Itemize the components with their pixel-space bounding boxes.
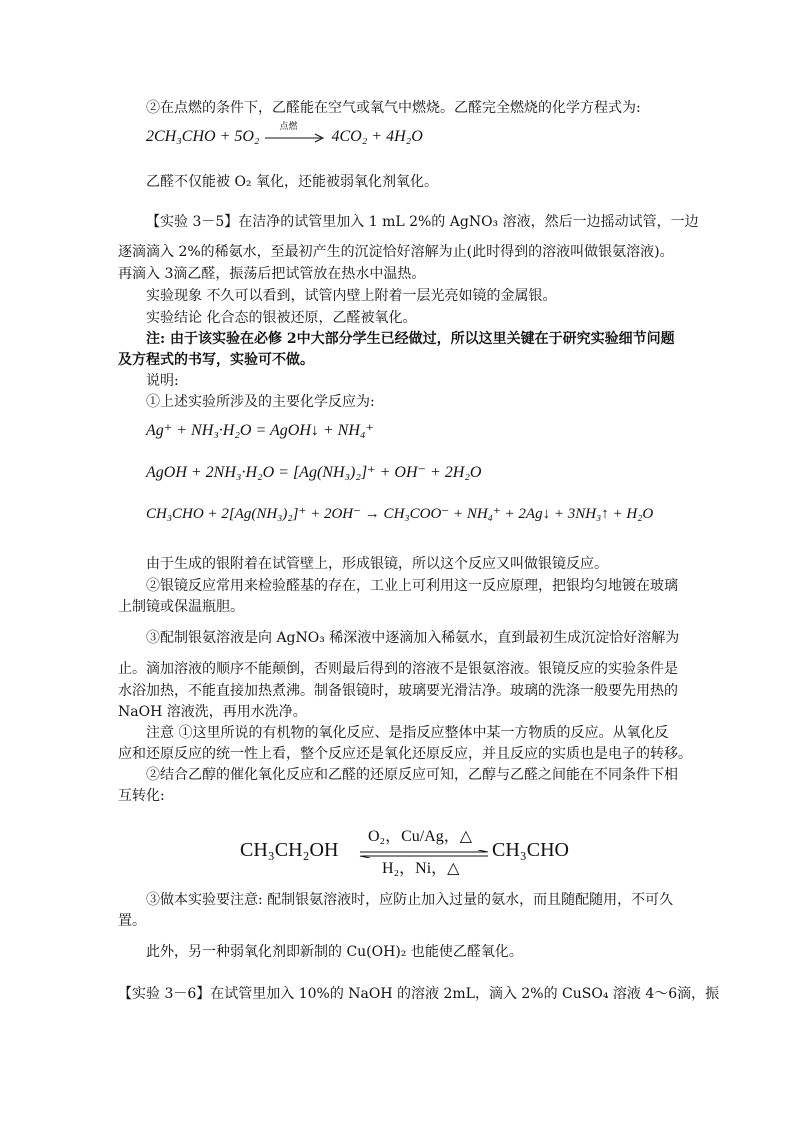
note-bold: 注: 由于该实验在必修 2中大部分学生已经做过，所以这里关键在于研究实验细节问题 [146, 331, 675, 347]
text-line: ③做本实验要注意: 配制银氨溶液时，应防止加入过量的氨水，而且随配随用，不可久 [146, 892, 674, 908]
text-line: 实验结论 化合态的银被还原，乙醛被氧化。 [146, 310, 417, 326]
text-line: 逐滴滴入 2%的稀氨水，至最初产生的沉淀恰好溶解为止(此时得到的溶液叫做银氨溶液)。 [118, 244, 674, 260]
text-line: 实验现象 不久可以看到，试管内壁上附着一层光亮如镜的金属银。 [146, 288, 557, 304]
text-line: ②结合乙醇的催化氧化反应和乙醛的还原反应可知，乙醇与乙醛之间能在不同条件下相 [146, 767, 678, 783]
text-line: 乙醛不仅能被 O₂ 氧化，还能被弱氧化剂氧化。 [146, 174, 438, 190]
text-line: NaOH 溶液洗，再用水洗净。 [118, 704, 307, 720]
reverse-condition: H₂，Ni，△ [382, 860, 460, 877]
forward-condition: O₂，Cu/Ag，△ [368, 828, 473, 845]
equation-lhs: 2CH₃CHO + 5O₂ [146, 128, 260, 145]
text-line: 应和还原反应的统一性上看，整个反应还是氧化还原反应，并且反应的实质也是电子的转移。 [118, 746, 692, 762]
text-line: ②在点燃的条件下，乙醛能在空气或氧气中燃烧。乙醛完全燃烧的化学方程式为: [146, 100, 641, 116]
text-line: 置。 [118, 913, 146, 929]
text-line: 互转化: [118, 788, 165, 804]
text-line: 上制镜或保温瓶胆。 [118, 599, 244, 615]
equation-line: Ag⁺ + NH₃·H₂O = AgOH↓ + NH₄⁺ [146, 422, 374, 439]
note-bold: 及方程式的书写，实验可不做。 [118, 352, 314, 368]
equation-rhs: CH₃CHO [492, 839, 569, 861]
equation-line: CH₃CHO + 2[Ag(NH₃)₂]⁺ + 2OH⁻ → CH₃COO⁻ + NH₄⁺ + 2Ag↓ + 3NH₃↑ + H₂O [146, 506, 654, 522]
reaction-condition: 点燃 [279, 121, 298, 132]
text-line: 由于生成的银附着在试管壁上，形成银镜，所以这个反应又叫做银镜反应。 [146, 556, 608, 572]
text-line: ②银镜反应常用来检验醛基的存在，工业上可利用这一反应原理，把银均匀地镀在玻璃 [146, 578, 678, 594]
text-line: ③配制银氨溶液是向 AgNO₃ 稀深液中逐滴加入稀氨水，直到最初生成沉淀恰好溶解为 [146, 630, 680, 646]
text-line: 止。滴加溶液的顺序不能颠倒，否则最后得到的溶液不是银氨溶液。银镜反应的实验条件是 [118, 661, 678, 677]
text-line: 说明: [146, 373, 179, 389]
equation-lhs: CH₃CH₂OH [240, 839, 339, 861]
experiment-heading: 【实验 3－6】在试管里加入 10%的 NaOH 的溶液 2mL，滴入 2%的 CuSO₄ 溶液 4～6滴，振 [118, 986, 720, 1002]
equation-combustion [146, 121, 423, 146]
text-line: 此外，另一种弱氧化剂即新制的 Cu(OH)₂ 也能使乙醛氧化。 [146, 944, 523, 960]
text-line: ①上述实验所涉及的主要化学反应为: [146, 394, 375, 410]
equation-line: AgOH + 2NH₃·H₂O = [Ag(NH₃)₂]⁺ + OH⁻ + 2H₂O [146, 464, 482, 481]
text-line: 注意 ①这里所说的有机物的氧化反应、是指反应整体中某一方物质的反应。从氧化反 [146, 725, 669, 741]
text-line: 水浴加热，不能直接加热煮沸。制备银镜时，玻璃要光滑洁净。玻璃的洗涤一般要先用热的 [118, 683, 678, 699]
equation-interconversion [240, 825, 600, 875]
equation-rhs: 4CO₂ + 4H₂O [331, 128, 423, 145]
experiment-heading: 【实验 3－5】在洁净的试管里加入 1 mL 2%的 AgNO₃ 溶液，然后一边摇动试管，一边 [146, 214, 699, 230]
text-line: 再滴入 3滴乙醛，振荡后把试管放在热水中温热。 [118, 266, 426, 282]
reaction-arrow [263, 121, 327, 145]
